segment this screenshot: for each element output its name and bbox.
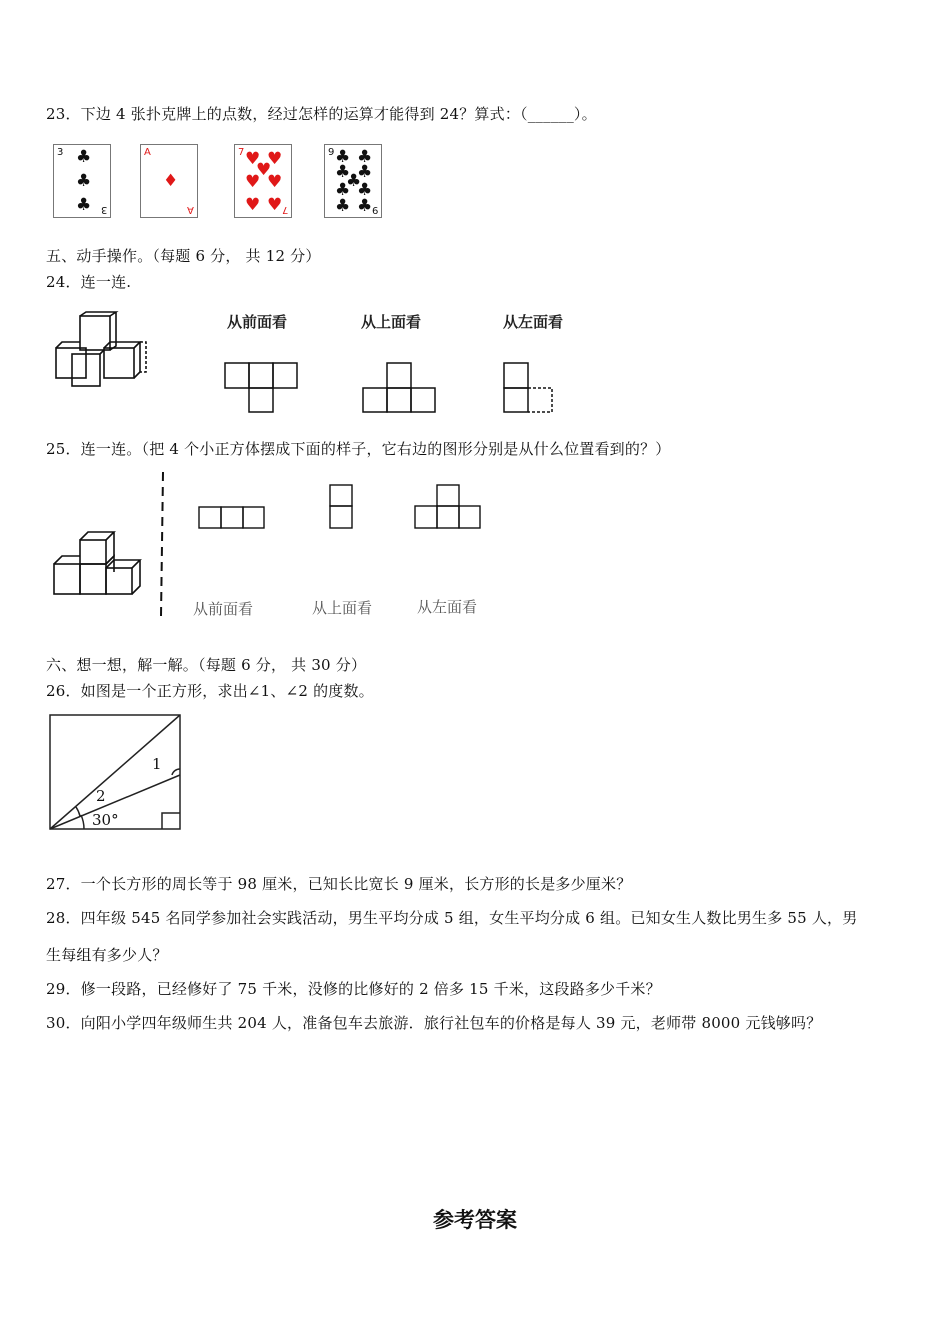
angle-30-label: 30° [92, 811, 119, 829]
question-27: 27．一个长方形的周长等于 98 厘米，已知长比宽长 9 厘米，长方形的长是多少厘米？ [46, 875, 632, 893]
playing-card-7-hearts [234, 144, 292, 218]
section-6-heading: 六、想一想，解一解。（每题 6 分， 共 30 分） [46, 656, 367, 674]
section-5-heading: 五、动手操作。（每题 6 分， 共 12 分） [46, 247, 321, 265]
playing-card-3-clubs [53, 144, 111, 218]
card-rank-flipped: A [187, 204, 194, 215]
club-icon: ♣ [76, 147, 92, 167]
card-rank-flipped: 9 [371, 204, 378, 215]
q24-view-shape-b [362, 362, 438, 414]
q25-view-shape-three-in-row [198, 506, 266, 530]
question-29: 29．修一段路，已经修好了 75 千米，没修的比修好的 2 倍多 15 千米，这段路多少千米？ [46, 980, 661, 998]
card-rank: 7 [238, 147, 245, 158]
question-23: 23．下边 4 张扑克牌上的点数，经过怎样的运算才能得到 24？算式：（______）。 [46, 105, 597, 123]
club-icon: ♣ [335, 196, 351, 216]
club-icon: ♣ [346, 171, 362, 191]
heart-icon: ♥ [245, 149, 261, 169]
angle-1-label: 1 [152, 755, 162, 773]
diamond-icon: ♦ [163, 171, 179, 191]
question-24: 24．连一连. [46, 273, 132, 291]
question-28-line-1: 28．四年级 545 名同学参加社会实践活动，男生平均分成 5 组，女生平均分成 6 组。已知女生人数比男生多 55 人，男 [46, 909, 858, 927]
heart-icon: ♥ [245, 172, 261, 192]
heart-icon: ♥ [267, 195, 283, 215]
q25-view-shape-t-shape [414, 484, 482, 530]
question-28-line-2: 生每组有多少人？ [46, 946, 168, 964]
club-icon: ♣ [335, 147, 351, 167]
playing-card-ace-diamonds [140, 144, 198, 218]
q26-square-angle-figure [48, 713, 184, 833]
heart-icon: ♥ [267, 149, 283, 169]
card-rank: A [144, 147, 151, 158]
q24-view-shape-a [224, 362, 300, 414]
club-icon: ♣ [357, 196, 373, 216]
club-icon: ♣ [335, 162, 351, 182]
answer-section-title: 参考答案 [433, 1208, 517, 1232]
heart-icon: ♥ [267, 172, 283, 192]
club-icon: ♣ [357, 147, 373, 167]
question-30: 30．向阳小学四年级师生共 204 人，准备包车去旅游．旅行社包车的价格是每人 39 元，老师带 8000 元钱够吗？ [46, 1014, 822, 1032]
q25-label-left-view: 从左面看 [417, 598, 478, 616]
q25-label-top-view: 从上面看 [312, 599, 373, 617]
playing-card-9-clubs [324, 144, 382, 218]
card-rank: 9 [328, 147, 335, 158]
club-icon: ♣ [76, 171, 92, 191]
q25-view-shape-two-stacked [329, 484, 355, 530]
q25-dashed-divider [158, 470, 168, 620]
card-rank-flipped: 3 [100, 204, 107, 215]
q24-label-front-view: 从前面看 [227, 313, 288, 331]
q24-label-left-view: 从左面看 [503, 313, 564, 331]
card-rank: 3 [57, 147, 64, 158]
q24-label-top-view: 从上面看 [361, 313, 422, 331]
angle-2-label: 2 [96, 787, 106, 805]
heart-icon: ♥ [256, 160, 272, 180]
q25-label-front-view: 从前面看 [193, 600, 254, 618]
question-26: 26．如图是一个正方形，求出∠1、∠2 的度数。 [46, 682, 374, 700]
q25-cube-stack-figure [50, 528, 150, 600]
heart-icon: ♥ [245, 195, 261, 215]
card-rank-flipped: 7 [281, 204, 288, 215]
club-icon: ♣ [357, 162, 373, 182]
question-25: 25．连一连。（把 4 个小正方体摆成下面的样子，它右边的图形分别是从什么位置看到的？） [46, 440, 671, 458]
q24-cube-stack-figure [50, 310, 150, 390]
club-icon: ♣ [335, 180, 351, 200]
q24-view-shape-c [502, 362, 556, 414]
club-icon: ♣ [357, 180, 373, 200]
club-icon: ♣ [76, 195, 92, 215]
